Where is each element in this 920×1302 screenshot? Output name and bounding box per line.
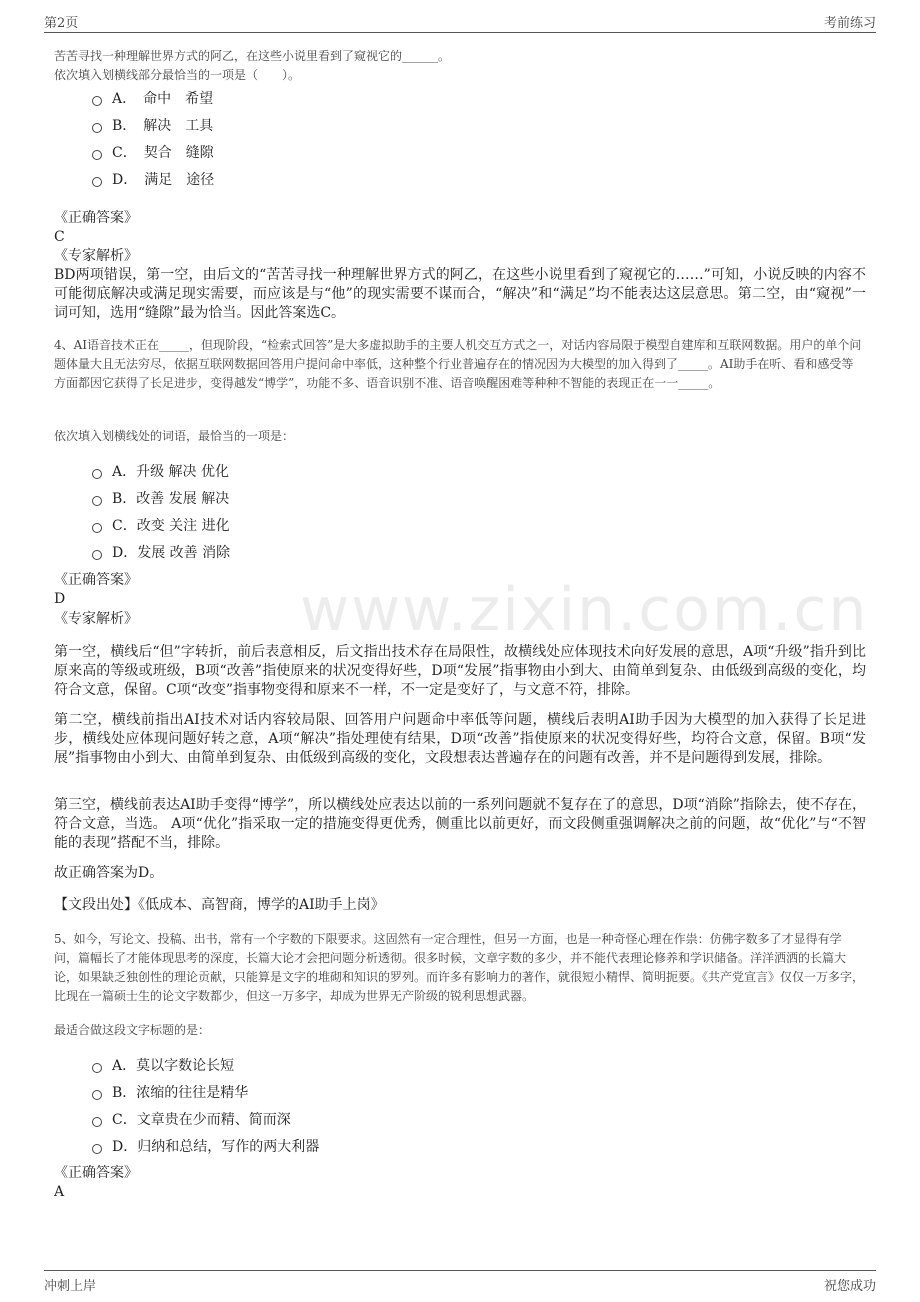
q3-analysis-label: 《专家解析》 — [54, 248, 138, 264]
q3-option-b[interactable]: B． 解决 工具 — [92, 111, 214, 138]
radio-icon[interactable] — [92, 96, 102, 106]
header-title: 考前练习 — [823, 16, 876, 31]
q5-option-d[interactable]: D．归纳和总结，写作的两大利器 — [92, 1132, 319, 1159]
page-footer — [44, 1270, 876, 1299]
q4-analysis-para3: 第三空，横线前表达AI助手变得“博学”，所以横线处应表达以前的一系列问题就不复存在了的意思，D项“消除”指除去，使不存在，符合文意，当选。 A项“优化”指采取一定的措施变得更优秀，侧重比以前更好，而文段侧重强调解决之前的问题，故“优化”与“不智能的表现”搭配不当，排除。 — [54, 797, 866, 851]
q4-option-d[interactable]: D．发展 改善 消除 — [92, 538, 230, 565]
q5-stem: 5、如今，写论文、投稿、出书，常有一个字数的下限要求。这固然有一定合理性，但另一方面，也是一种奇怪心理在作祟：仿佛字数多了才显得有学问，篇幅长了才能体现思考的深度，长篇大论才会把问题分析透彻。很多时候，文章字数的多少，并不能代表理论修养和学识储备。洋洋洒洒的长篇大论，如果缺乏独创性的理论贡献，只能算是文字的堆砌和知识的罗列。而许多有影响力的著作，就很短小精悍、简明扼要。《共产党宣言》仅仅一万多字，比现在一篇硕士生的论文字数都少，但这一万多字，却成为世界无产阶级的锐利思想武器。 — [54, 932, 865, 1003]
q3-stem: 苦苦寻找一种理解世界方式的阿乙，在这些小说里看到了窥视它的______。 — [54, 49, 451, 63]
radio-icon[interactable] — [92, 496, 102, 506]
q3-analysis: BD两项错误，第一空，由后文的“苦苦寻找一种理解世界方式的阿乙，在这些小说里看到了窥视它的……”可知，小说反映的内容不可能彻底解决或满足现实需要，而应该是与“他”的现实需要不谋而合，“解决”和“满足”均不能表达这层意思。第二空，由“窥视”一词可知，选用“缝隙”最为恰当。因此答案选C。 — [54, 267, 866, 321]
q5-option-b[interactable]: B．浓缩的往往是精华 — [92, 1078, 319, 1105]
q4-answer: D — [54, 591, 66, 607]
q5-answer-label: 《正确答案》 — [54, 1165, 138, 1181]
q4-option-c[interactable]: C．改变 关注 进化 — [92, 511, 230, 538]
q4-option-b[interactable]: B．改善 发展 解决 — [92, 484, 230, 511]
q5-prompt: 最适合做这段文字标题的是： — [54, 1023, 211, 1037]
radio-icon[interactable] — [92, 150, 102, 160]
radio-icon[interactable] — [92, 123, 102, 133]
radio-icon[interactable] — [92, 469, 102, 479]
q5-options — [92, 1051, 319, 1159]
q5-answer: A — [54, 1184, 65, 1200]
q4-stem: 4、AI语音技术正在_____，但现阶段，“检索式回答”是大多虚拟助手的主要人机交互方式之一，对话内容局限于模型自建库和互联网数据。用户的单个问题体量大且无法穷尽，依据互联网数据回答用户提问命中率低，这种整个行业普遍存在的情况因为大模型的加入得到了_____。AI助手在听、看和感受等方面都因它获得了长足进步，变得越发“博学”，功能不多、语音识别不准、语音唤醒困难等种种不智能的表现正在一一_____。 — [54, 338, 862, 390]
radio-icon[interactable] — [92, 1090, 102, 1100]
q4-analysis-para1: 第一空，横线后“但”字转折，前后表意相反，后文指出技术存在局限性，故横线处应体现技术向好发展的意思，A项“升级”指升到比原来高的等级或班级，B项“改善”指使原来的状况变得好些，D项“发展”指事物由小到大、由简单到复杂、由低级到高级的变化，均符合文意，保留。C项“改变”指事物变得和原来不一样，不一定是变好了，与文意不符，排除。 — [54, 644, 866, 698]
q3-answer: C — [54, 229, 65, 245]
q5-option-c[interactable]: C．文章贵在少而精、简而深 — [92, 1105, 319, 1132]
page-number: 第2页 — [44, 16, 79, 31]
watermark: www.zixin.com.cn — [300, 575, 869, 645]
q4-options — [92, 457, 230, 565]
radio-icon[interactable] — [92, 523, 102, 533]
q4-analysis-para2: 第二空，横线前指出AI技术对话内容较局限、回答用户问题命中率低等问题，横线后表明AI助手因为大模型的加入获得了长足进步，横线处应体现问题好转之意，A项“解决”指处理使有结果，D项“改善”指使原来的状况变得好些，均符合文意，保留。B项“发展”指事物由小到大、由简单到复杂、由低级到高级的变化，文段想表达普遍存在的问题有改善，并不是问题得到发展，排除。 — [54, 712, 866, 766]
q3-option-d[interactable]: D． 满足 途径 — [92, 165, 214, 192]
page-header — [44, 10, 876, 33]
footer-left: 冲刺上岸 — [44, 1279, 97, 1294]
radio-icon[interactable] — [92, 1144, 102, 1154]
radio-icon[interactable] — [92, 1117, 102, 1127]
radio-icon[interactable] — [92, 1063, 102, 1073]
q4-conclusion: 故正确答案为D。 — [54, 865, 164, 881]
q5-option-a[interactable]: A．莫以字数论长短 — [92, 1051, 319, 1078]
q4-source: 【文段出处】《低成本、高智商，博学的AI助手上岗》 — [54, 897, 385, 913]
q4-prompt: 依次填入划横线处的词语，最恰当的一项是： — [54, 429, 295, 443]
q3-option-a[interactable]: A． 命中 希望 — [92, 84, 214, 111]
q4-answer-label: 《正确答案》 — [54, 572, 138, 588]
q3-prompt: 依次填入划横线部分最恰当的一项是（ ）。 — [54, 68, 301, 82]
radio-icon[interactable] — [92, 177, 102, 187]
q3-options — [92, 84, 214, 192]
footer-right: 祝您成功 — [823, 1279, 876, 1294]
q3-option-c[interactable]: C． 契合 缝隙 — [92, 138, 214, 165]
radio-icon[interactable] — [92, 550, 102, 560]
q4-analysis-label: 《专家解析》 — [54, 611, 138, 627]
q3-answer-label: 《正确答案》 — [54, 210, 138, 226]
q4-option-a[interactable]: A．升级 解决 优化 — [92, 457, 230, 484]
